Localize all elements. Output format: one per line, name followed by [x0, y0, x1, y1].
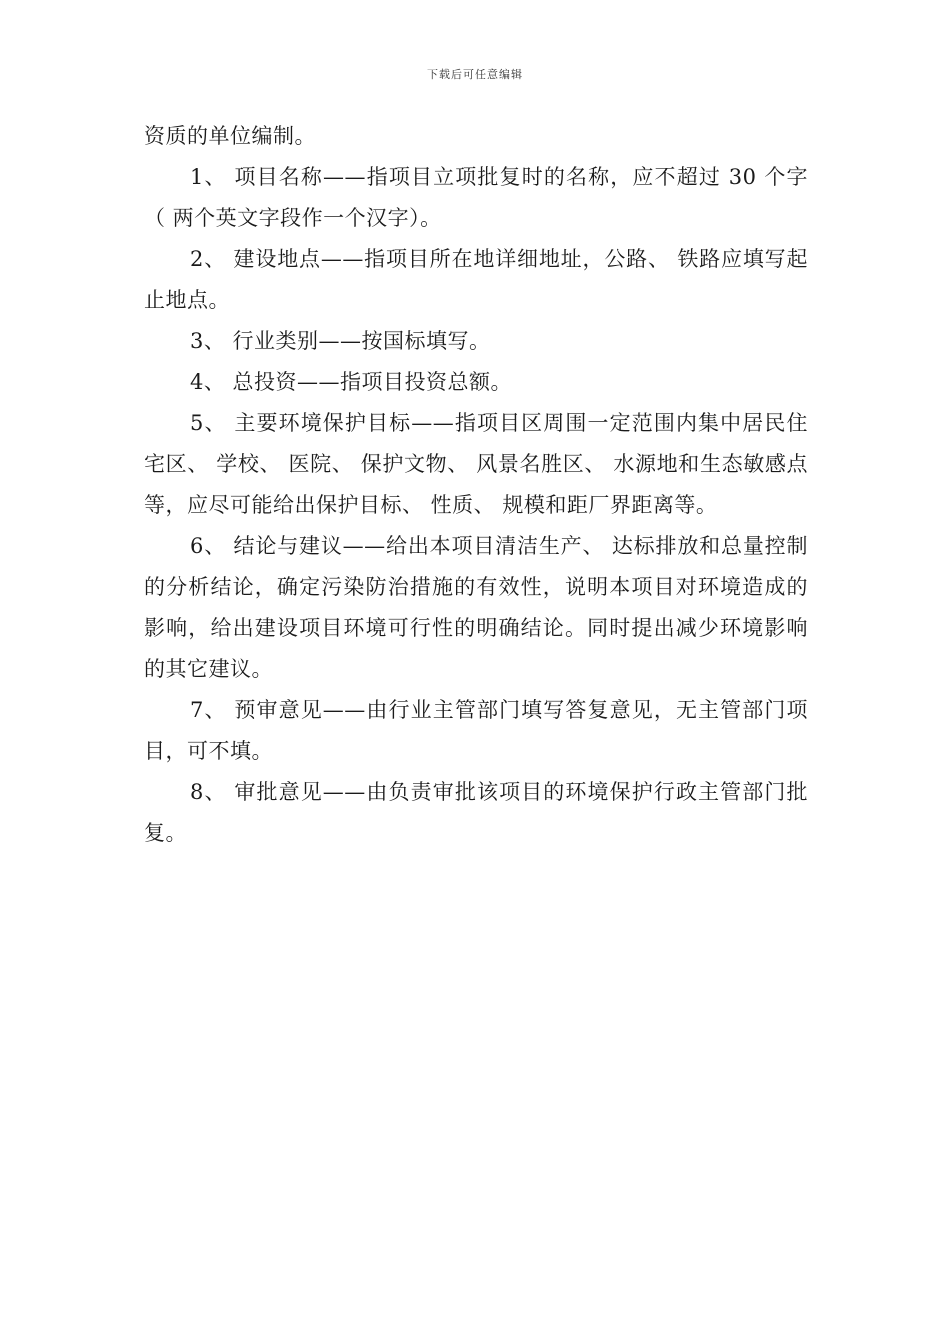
paragraph-item-3: 3、 行业类别——按国标填写。 [190, 329, 491, 353]
paragraph-item-1: 1、 项目名称——指项目立项批复时的名称，应不超过 30 个字（ 两个英文字段作一个汉字）。 [144, 165, 808, 230]
paragraph-item-6: 6、 结论与建议——给出本项目清洁生产、 达标排放和总量控制的分析结论，确定污染防治措施的有效性，说明本项目对环境造成的影响，给出建设项目环境可行性的明确结论。同时提出减少环境影响的其它建议。 [144, 534, 808, 681]
document-body [144, 116, 808, 854]
paragraph-item-7: 7、 预审意见——由行业主管部门填写答复意见，无主管部门项目，可不填。 [144, 698, 808, 763]
page-header: 下载后可任意编辑 [427, 68, 523, 81]
paragraph-item-2: 2、 建设地点——指项目所在地详细地址，公路、 铁路应填写起止地点。 [144, 247, 808, 312]
paragraph-item-8: 8、 审批意见——由负责审批该项目的环境保护行政主管部门批复。 [144, 780, 808, 845]
paragraph-item-5: 5、 主要环境保护目标——指项目区周围一定范围内集中居民住宅区、 学校、 医院、 保护文物、 风景名胜区、 水源地和生态敏感点等，应尽可能给出保护目标、 性质、 规模和距厂界距离等。 [144, 411, 808, 517]
paragraph-item-4: 4、 总投资——指项目投资总额。 [190, 370, 513, 394]
paragraph-continuation: 资质的单位编制。 [144, 124, 316, 148]
